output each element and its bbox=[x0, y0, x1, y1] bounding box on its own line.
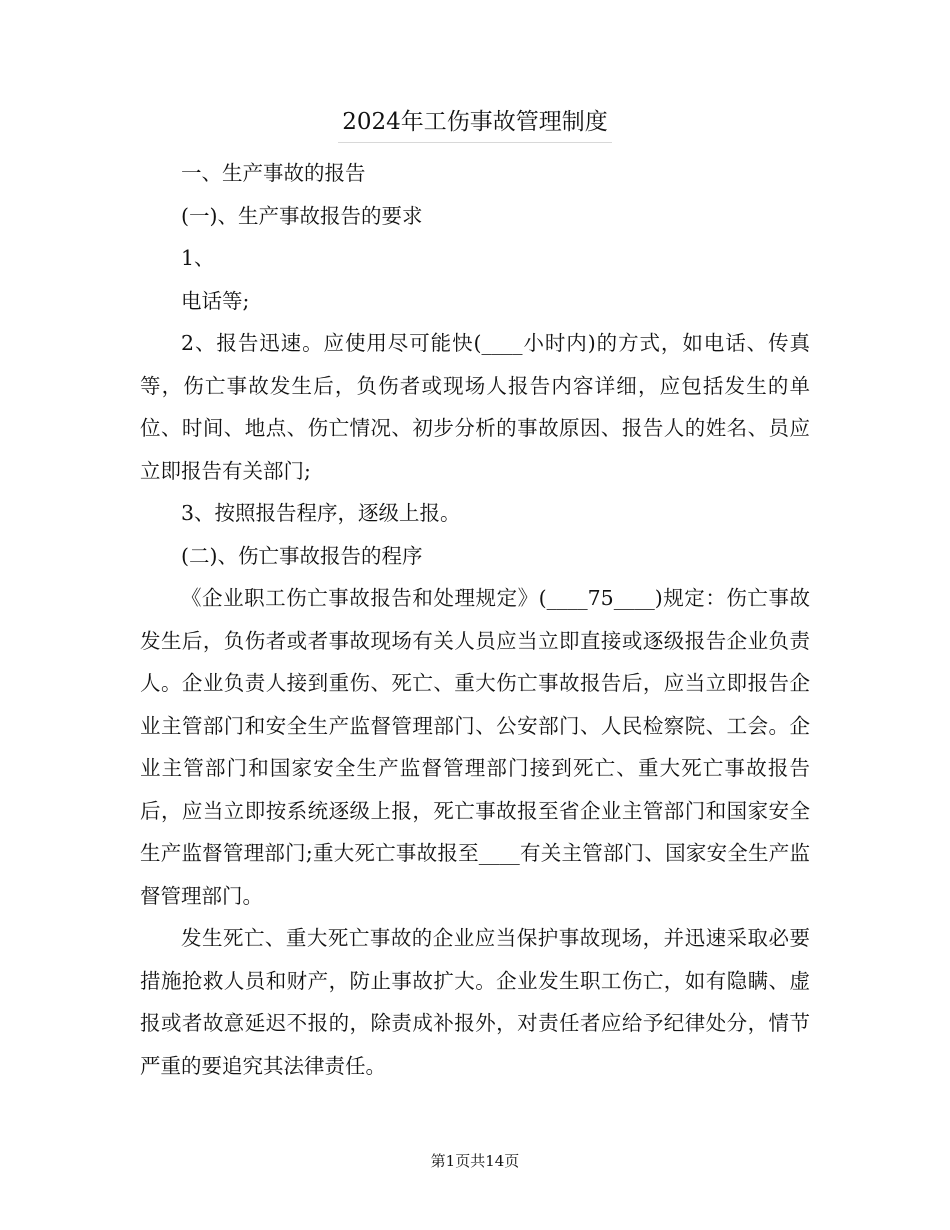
list-item-3: 3、按照报告程序，逐级上报。 bbox=[181, 501, 461, 525]
heading-subsection-2: (二)、伤亡事故报告的程序 bbox=[181, 543, 423, 568]
paragraph-scene-protection: 发生死亡、重大死亡事故的企业应当保护事故现场，并迅速采取必要措施抢救人员和财产，防止事故扩大。企业发生职工伤亡，如有隐瞒、虚报或者故意延迟不报的，除责成补报外，对责任者应给予纪律处分，情节严重的要追究其法律责任。 bbox=[140, 926, 810, 1078]
list-item-2: 2、报告迅速。应使用尽可能快(____小时内)的方式，如电话、传真等，伤亡事故发生后，负伤者或现场人报告内容详细，应包括发生的单位、时间、地点、伤亡情况、初步分析的事故原因、报告人的姓名、员应立即报告有关部门; bbox=[140, 331, 810, 483]
list-item-1: 1、 bbox=[181, 246, 215, 270]
heading-subsection-1: (一)、生产事故报告的要求 bbox=[181, 203, 423, 228]
page-footer: 第1页共14页 bbox=[430, 1152, 520, 1170]
document-title: 2024年工伤事故管理制度 bbox=[338, 104, 612, 143]
document-title-wrap bbox=[0, 104, 950, 143]
document-body bbox=[140, 152, 810, 1087]
paragraph-phone: 电话等; bbox=[181, 288, 250, 313]
heading-section-1: 一、生产事故的报告 bbox=[181, 161, 366, 185]
paragraph-regulation: 《企业职工伤亡事故报告和处理规定》(____75____)规定：伤亡事故发生后，负伤者或者事故现场有关人员应当立即直接或逐级报告企业负责人。企业负责人接到重伤、死亡、重大伤亡事故报告后，应当立即报告企业主管部门和安全生产监督管理部门、公安部门、人民检察院、工会。企业主管部门和国家安全生产监督管理部门接到死亡、重大死亡事故报告后，应当立即按系统逐级上报，死亡事故报至省企业主管部门和国家安全生产监督管理部门;重大死亡事故报至____有关主管部门、国家安全生产监督管理部门。 bbox=[140, 586, 810, 908]
